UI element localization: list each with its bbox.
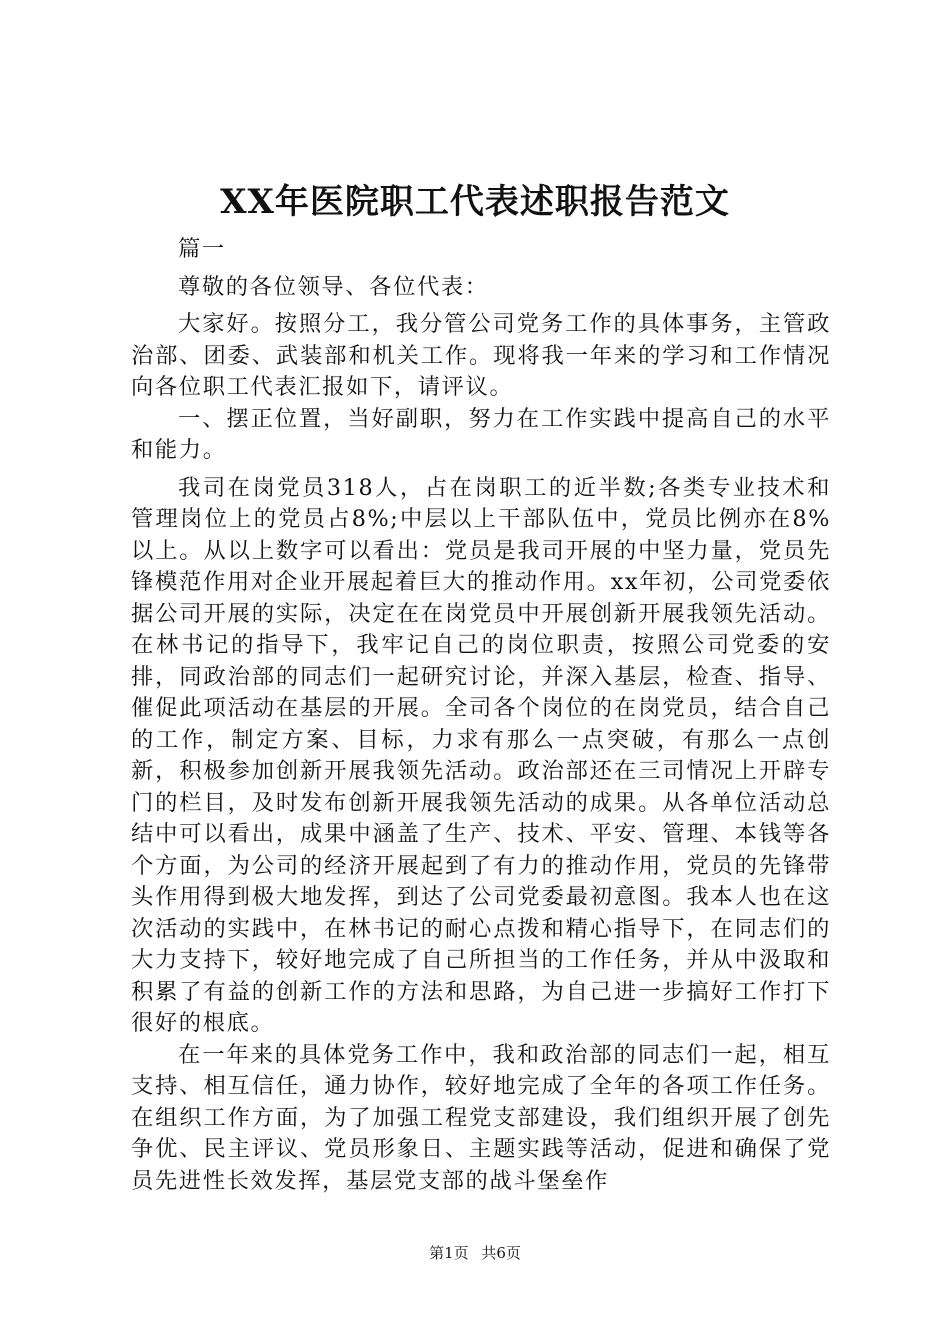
page-total: 共6页 <box>481 1244 521 1262</box>
body-paragraph: 大家好。按照分工，我分管公司党务工作的具体事务，主管政治部、团委、武装部和机关工作。现将我一年来的学习和工作情况向各位职工代表汇报如下，请评议。 <box>131 311 831 400</box>
section-heading: 篇一 <box>178 236 226 262</box>
salutation: 尊敬的各位领导、各位代表： <box>178 273 489 300</box>
page-number: 第1页 <box>429 1244 469 1262</box>
document-title: XX年医院职工代表述职报告范文 <box>220 182 730 222</box>
body-paragraph: 我司在岗党员318人，占在岗职工的近半数;各类专业技术和管理岗位上的党员占8%;中层以上干部队伍中，党员比例亦在8%以上。从以上数字可以看出：党员是我司开展的中坚力量，党员先锋模范作用对企业开展起着巨大的推动作用。xx年初，公司党委依据公司开展的实际，决定在在岗党员中开展创新开展我领先活动。在林书记的指导下，我牢记自己的岗位职责，按照公司党委的安排，同政治部的同志们一起研究讨论，并深入基层，检查、指导、催促此项活动在基层的开展。全司各个岗位的在岗党员，结合自己的工作，制定方案、目标，力求有那么一点突破，有那么一点创新，积极参加创新开展我领先活动。政治部还在三司情况上开辟专门的栏目，及时发布创新开展我领先活动的成果。从各单位活动总结中可以看出，成果中涵盖了生产、技术、平安、管理、本钱等各个方面，为公司的经济开展起到了有力的推动作用，党员的先锋带头作用得到极大地发挥，到达了公司党委最初意图。我本人也在这次活动的实践中，在林书记的耐心点拨和精心指导下，在同志们的大力支持下，较好地完成了自己所担当的工作任务，并从中汲取和积累了有益的创新工作的方法和思路，为自己进一步搞好工作打下很好的根底。 <box>131 474 831 1036</box>
body-paragraph: 在一年来的具体党务工作中，我和政治部的同志们一起，相互支持、相互信任，通力协作，较好地完成了全年的各项工作任务。在组织工作方面，为了加强工程党支部建设，我们组织开展了创先争优、民主评议、党员形象日、主题实践等活动，促进和确保了党员先进性长效发挥，基层党支部的战斗堡垒作 <box>131 1041 831 1194</box>
page-footer <box>0 1243 950 1263</box>
subsection-heading: 一、摆正位置，当好副职，努力在工作实践中提高自己的水平和能力。 <box>131 405 831 463</box>
document-body <box>131 234 831 1197</box>
